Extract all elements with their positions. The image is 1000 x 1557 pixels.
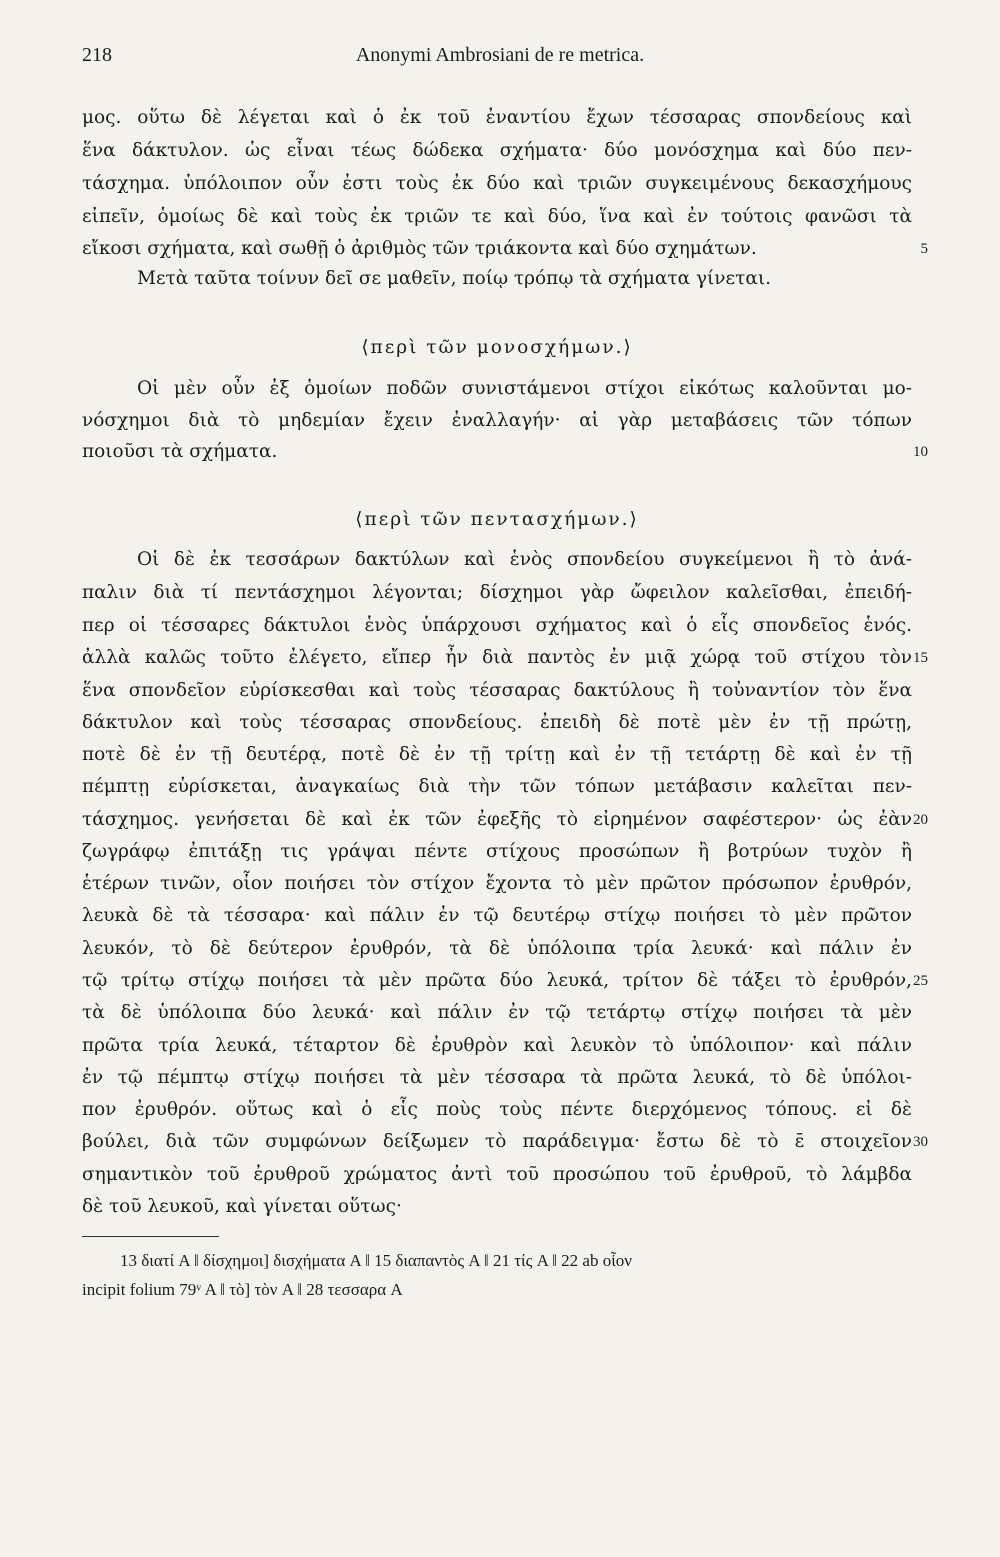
text-line: λευκόν, τὸ δὲ δεύτερον ἐρυθρόν, τὰ δὲ ὑπόλοιπα τρία λευκά· καὶ πάλιν ἐν <box>82 938 912 959</box>
text-line: τάσχημα. ὑπόλοιπον οὖν ἐστι τοὺς ἐκ δύο καὶ τριῶν συγκειμένους δεκασχήμους <box>82 173 912 194</box>
text-line: πέμπτῃ εὑρίσκεται, ἀναγκαίως διὰ τὴν τῶν τόπων μετάβασιν καλεῖται πεν- <box>82 776 912 797</box>
text-line: Μετὰ ταῦτα τοίνυν δεῖ σε μαθεῖν, ποίῳ τρόπῳ τὰ σχήματα γίνεται. <box>137 268 771 289</box>
text-line: νόσχημοι διὰ τὸ μηδεμίαν ἔχειν ἐναλλαγήν· αἱ γὰρ μεταβάσεις τῶν τόπων <box>82 410 912 431</box>
margin-line-number: 10 <box>913 444 928 460</box>
text-line: σημαντικὸν τοῦ ἐρυθροῦ χρώματος ἀντὶ τοῦ προσώπου τοῦ ἐρυθροῦ, τὸ λάμβδα <box>82 1164 912 1185</box>
running-title: Anonymi Ambrosiani de re metrica. <box>355 44 645 66</box>
text-line: ποτὲ δὲ ἐν τῇ δευτέρᾳ, ποτὲ δὲ ἐν τῇ τρίτῃ καὶ ἐν τῇ τετάρτῃ δὲ καὶ ἐν τῇ <box>82 744 912 765</box>
text-line: εἴκοσι σχήματα, καὶ σωθῇ ὁ ἀριθμὸς τῶν τριάκοντα καὶ δύο σχημάτων. <box>82 238 757 259</box>
footnote-line: 13 διατί A ‖ δίσχημοι] δισχήματα A ‖ 15 διαπαντὸς A ‖ 21 τίς A ‖ 22 ab οἷον <box>120 1251 632 1270</box>
text-line: μος. οὕτω δὲ λέγεται καὶ ὁ ἐκ τοῦ ἐναντίου ἔχων τέσσαρας σπονδείους καὶ <box>82 107 912 128</box>
margin-line-number: 30 <box>913 1134 928 1150</box>
text-line: λευκὰ δὲ τὰ τέσσαρα· καὶ πάλιν ἐν τῷ δευτέρῳ στίχῳ ποιήσει τὸ μὲν πρῶτον <box>82 905 912 926</box>
margin-line-number: 15 <box>913 650 928 666</box>
section-heading: ⟨περὶ τῶν πεντασχήμων.⟩ <box>355 509 639 530</box>
text-line: τάσχημος. γενήσεται δὲ καὶ ἐκ τῶν ἐφεξῆς τὸ εἰρημένον σαφέστερον· ὡς ἐὰν <box>82 809 912 830</box>
text-line: Οἱ δὲ ἐκ τεσσάρων δακτύλων καὶ ἑνὸς σπονδείου συγκείμενοι ἢ τὸ ἀνά- <box>137 549 912 570</box>
text-line: ἀλλὰ καλῶς τοῦτο ἐλέγετο, εἴπερ ἦν διὰ παντὸς ἐν μιᾷ χώρᾳ τοῦ στίχου τὸν <box>82 647 912 668</box>
text-line: τὰ δὲ ὑπόλοιπα δύο λευκά· καὶ πάλιν ἐν τῷ τετάρτῳ στίχῳ ποιήσει τὰ μὲν <box>82 1002 912 1023</box>
text-line: δὲ τοῦ λευκοῦ, καὶ γίνεται οὕτως· <box>82 1196 402 1217</box>
text-line: ἐν τῷ πέμπτῳ στίχῳ ποιήσει τὰ μὲν τέσσαρα τὰ πρῶτα λευκά, τὸ δὲ ὑπόλοι- <box>82 1067 912 1088</box>
text-line: ἑτέρων τινῶν, οἷον ποιήσει τὸν στίχον ἔχοντα τὸ μὲν πρῶτον πρόσωπον ἐρυθρόν, <box>82 873 912 894</box>
footnote-rule <box>82 1236 219 1237</box>
margin-line-number: 25 <box>913 973 928 989</box>
text-line: εἰπεῖν, ὁμοίως δὲ καὶ τοὺς ἐκ τριῶν τε καὶ δύο, ἵνα καὶ ἐν τούτοις φανῶσι τὰ <box>82 206 912 227</box>
margin-line-number: 5 <box>920 241 928 257</box>
section-heading: ⟨περὶ τῶν μονοσχήμων.⟩ <box>361 337 633 358</box>
text-line: ἕνα δάκτυλον. ὡς εἶναι τέως δώδεκα σχήματα· δύο μονόσχημα καὶ δύο πεν- <box>82 140 912 161</box>
text-line: ζωγράφῳ ἐπιτάξῃ τις γράψαι πέντε στίχους προσώπων ἢ βοτρύων τυχὸν ἢ <box>82 841 912 862</box>
margin-line-number: 20 <box>913 812 928 828</box>
page-header <box>82 44 918 74</box>
text-line: περ οἱ τέσσαρες δάκτυλοι ἑνὸς ὑπάρχουσι σχήματος καὶ ὁ εἷς σπονδεῖος ἑνός. <box>82 615 912 636</box>
text-line: βούλει, διὰ τῶν συμφώνων δείξωμεν τὸ παράδειγμα· ἔστω δὲ τὸ ε̄ στοιχεῖον <box>82 1131 912 1152</box>
text-line: δάκτυλον καὶ τοὺς τέσσαρας σπονδείους. ἐπειδὴ δὲ ποτὲ μὲν ἐν τῇ πρώτῃ, <box>82 712 912 733</box>
text-line: παλιν διὰ τί πεντάσχημοι λέγονται; δίσχημοι γὰρ ὤφειλον καλεῖσθαι, ἐπειδή- <box>82 582 912 603</box>
text-line: ποιοῦσι τὰ σχήματα. <box>82 441 278 462</box>
footnote-line: incipit folium 79ᵛ A ‖ τὸ] τὸν A ‖ 28 τεσσαρα A <box>82 1280 403 1299</box>
text-line: πον ἐρυθρόν. οὕτως καὶ ὁ εἷς ποὺς τοὺς πέντε διερχόμενος τόπους. εἰ δὲ <box>82 1099 912 1120</box>
page-number: 218 <box>82 44 112 66</box>
text-line: ἕνα σπονδεῖον εὑρίσκεσθαι καὶ τοὺς τέσσαρας δακτύλους ἢ τοὐναντίον τὸν ἕνα <box>82 680 912 701</box>
text-line: πρῶτα τρία λευκά, τέταρτον δὲ ἐρυθρὸν καὶ λευκὸν τὸ ὑπόλοιπον· καὶ πάλιν <box>82 1035 912 1056</box>
text-line: Οἱ μὲν οὖν ἐξ ὁμοίων ποδῶν συνιστάμενοι στίχοι εἰκότως καλοῦνται μο- <box>137 378 912 399</box>
text-line: τῷ τρίτῳ στίχῳ ποιήσει τὰ μὲν πρῶτα δύο λευκά, τρίτον δὲ τάξει τὸ ἐρυθρόν, <box>82 970 912 991</box>
